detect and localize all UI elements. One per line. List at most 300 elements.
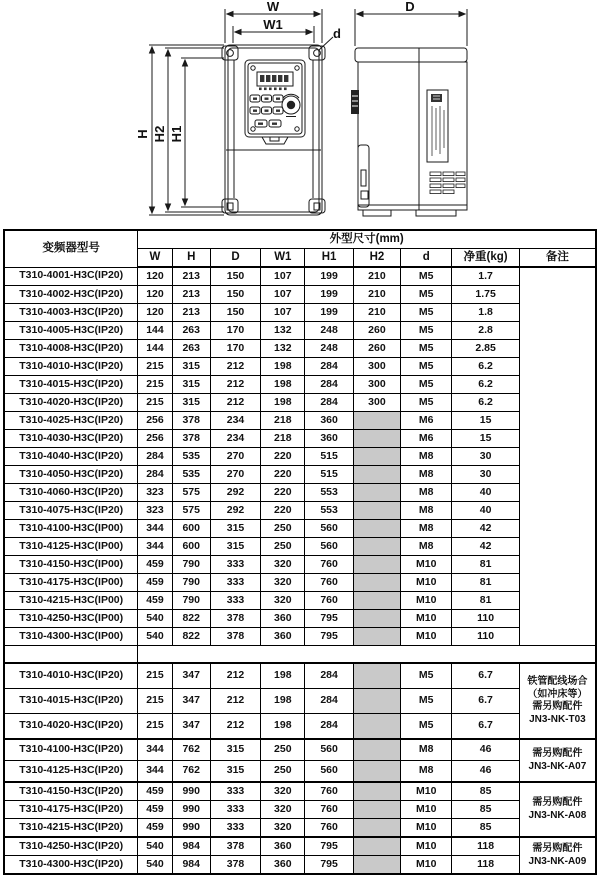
h2-cell <box>353 801 400 819</box>
weight-cell: 1.7 <box>452 267 519 286</box>
h-cell: 575 <box>172 484 210 502</box>
weight-cell: 42 <box>452 538 519 556</box>
table-row <box>4 556 596 574</box>
potentiometer-knob <box>282 94 300 116</box>
screw-cell: M10 <box>401 782 452 801</box>
w-cell: 459 <box>138 592 172 610</box>
h1-cell: 284 <box>305 689 353 714</box>
w-cell: 215 <box>138 376 172 394</box>
dim-label-h2: H2 <box>152 125 167 143</box>
h2-cell <box>353 430 400 448</box>
d-cell: 315 <box>210 739 260 761</box>
w-cell: 459 <box>138 801 172 819</box>
w-cell: 215 <box>138 714 172 740</box>
h2-cell: 300 <box>353 358 400 376</box>
w1-cell: 250 <box>261 538 305 556</box>
d-cell: 234 <box>210 412 260 430</box>
w1-cell: 320 <box>261 592 305 610</box>
d-cell: 150 <box>210 286 260 304</box>
h1-cell: 248 <box>305 322 353 340</box>
h-cell: 378 <box>172 430 210 448</box>
table-row <box>4 520 596 538</box>
screw-cell: M5 <box>401 689 452 714</box>
h2-cell <box>353 412 400 430</box>
h2-cell <box>353 663 400 689</box>
h-cell: 347 <box>172 689 210 714</box>
d-cell: 212 <box>210 663 260 689</box>
model-cell: T310-4025-H3C(IP20) <box>4 412 138 430</box>
h2-cell <box>353 819 400 838</box>
w-cell: 144 <box>138 340 172 358</box>
table-row <box>4 610 596 628</box>
w-cell: 284 <box>138 466 172 484</box>
h2-cell: 300 <box>353 394 400 412</box>
screw-cell: M5 <box>401 286 452 304</box>
model-cell: T310-4250-H3C(IP20) <box>4 837 138 856</box>
model-cell: T310-4010-H3C(IP20) <box>4 358 138 376</box>
weight-cell: 40 <box>452 484 519 502</box>
h1-cell: 553 <box>305 502 353 520</box>
h1-cell: 760 <box>305 819 353 838</box>
d-cell: 315 <box>210 520 260 538</box>
d-cell: 212 <box>210 376 260 394</box>
h-cell: 535 <box>172 448 210 466</box>
model-cell: T310-4075-H3C(IP20) <box>4 502 138 520</box>
h2-cell <box>353 610 400 628</box>
h-cell: 990 <box>172 782 210 801</box>
h-cell: 600 <box>172 538 210 556</box>
h-cell: 347 <box>172 714 210 740</box>
h-cell: 822 <box>172 628 210 646</box>
remark-line: 铁管配线场合 <box>527 676 588 687</box>
d-cell: 333 <box>210 782 260 801</box>
w1-cell: 220 <box>261 502 305 520</box>
w1-cell: 132 <box>261 340 305 358</box>
h-cell: 263 <box>172 322 210 340</box>
h2-cell <box>353 538 400 556</box>
w1-cell: 198 <box>261 376 305 394</box>
h-cell: 790 <box>172 574 210 592</box>
table-row <box>4 801 596 819</box>
table-row <box>4 394 596 412</box>
d-cell: 292 <box>210 502 260 520</box>
weight-cell: 6.2 <box>452 358 519 376</box>
w-cell: 256 <box>138 430 172 448</box>
model-cell: T310-4050-H3C(IP20) <box>4 466 138 484</box>
h1-cell: 560 <box>305 761 353 783</box>
h1-cell: 553 <box>305 484 353 502</box>
h2-cell <box>353 689 400 714</box>
h2-cell <box>353 856 400 875</box>
h1-cell: 284 <box>305 663 353 689</box>
w1-cell: 320 <box>261 782 305 801</box>
weight-cell: 81 <box>452 574 519 592</box>
model-cell: T310-4300-H3C(IP20) <box>4 856 138 875</box>
table-row <box>4 448 596 466</box>
screw-cell: M10 <box>401 628 452 646</box>
w-cell: 344 <box>138 520 172 538</box>
table-row <box>4 267 596 286</box>
model-cell: T310-4015-H3C(IP20) <box>4 689 138 714</box>
table-row <box>4 358 596 376</box>
table-row <box>4 574 596 592</box>
h2-cell <box>353 466 400 484</box>
remark-line: 需另购配件 <box>532 701 583 712</box>
spacer-row <box>4 646 596 664</box>
d-cell: 333 <box>210 592 260 610</box>
header-weight: 净重(kg) <box>452 249 519 268</box>
w1-cell: 218 <box>261 430 305 448</box>
table-row <box>4 819 596 838</box>
weight-cell: 15 <box>452 412 519 430</box>
remark-line: 需另购配件 <box>532 843 583 854</box>
weight-cell: 6.2 <box>452 376 519 394</box>
keypad-buttons <box>250 95 283 127</box>
w-cell: 323 <box>138 484 172 502</box>
h1-cell: 795 <box>305 628 353 646</box>
h-cell: 762 <box>172 739 210 761</box>
d-cell: 212 <box>210 358 260 376</box>
w1-cell: 218 <box>261 412 305 430</box>
h-cell: 347 <box>172 663 210 689</box>
header-h2: H2 <box>353 249 400 268</box>
front-view <box>149 9 333 215</box>
model-cell: T310-4150-H3C(IP00) <box>4 556 138 574</box>
h-cell: 213 <box>172 304 210 322</box>
w1-cell: 198 <box>261 714 305 740</box>
w1-cell: 198 <box>261 663 305 689</box>
h2-cell <box>353 448 400 466</box>
screw-cell: M10 <box>401 819 452 838</box>
h2-cell: 210 <box>353 304 400 322</box>
w-cell: 344 <box>138 538 172 556</box>
d-cell: 150 <box>210 304 260 322</box>
weight-cell: 30 <box>452 448 519 466</box>
screw-cell: M10 <box>401 592 452 610</box>
header-screw: d <box>401 249 452 268</box>
w1-cell: 198 <box>261 394 305 412</box>
h1-cell: 795 <box>305 610 353 628</box>
remark-line: JN3-NK-A09 <box>528 855 587 867</box>
h1-cell: 515 <box>305 448 353 466</box>
h-cell: 575 <box>172 502 210 520</box>
screw-cell: M5 <box>401 340 452 358</box>
d-cell: 315 <box>210 538 260 556</box>
w-cell: 215 <box>138 663 172 689</box>
h2-cell: 300 <box>353 376 400 394</box>
header-w1: W1 <box>261 249 305 268</box>
h1-cell: 795 <box>305 837 353 856</box>
table-row <box>4 502 596 520</box>
w1-cell: 198 <box>261 358 305 376</box>
table-row <box>4 689 596 714</box>
h1-cell: 284 <box>305 358 353 376</box>
h1-cell: 360 <box>305 412 353 430</box>
weight-cell: 40 <box>452 502 519 520</box>
dim-label-w: W <box>266 0 280 14</box>
weight-cell: 110 <box>452 610 519 628</box>
d-cell: 212 <box>210 689 260 714</box>
w1-cell: 132 <box>261 322 305 340</box>
h2-cell <box>353 739 400 761</box>
table-row <box>4 592 596 610</box>
remark-line: 需另购配件 <box>532 797 583 808</box>
model-cell: T310-4250-H3C(IP00) <box>4 610 138 628</box>
model-cell: T310-4008-H3C(IP20) <box>4 340 138 358</box>
remark-cell <box>519 837 596 874</box>
weight-cell: 6.2 <box>452 394 519 412</box>
remark-cell <box>519 663 596 739</box>
w1-cell: 107 <box>261 304 305 322</box>
screw-cell: M10 <box>401 610 452 628</box>
w-cell: 323 <box>138 502 172 520</box>
screw-cell: M5 <box>401 376 452 394</box>
screw-cell: M8 <box>401 484 452 502</box>
vent-slots <box>430 172 465 194</box>
screw-cell: M5 <box>401 304 452 322</box>
w1-cell: 107 <box>261 286 305 304</box>
h2-cell <box>353 628 400 646</box>
w1-cell: 360 <box>261 856 305 875</box>
h1-cell: 560 <box>305 739 353 761</box>
table-row <box>4 628 596 646</box>
h2-cell <box>353 714 400 740</box>
h-cell: 790 <box>172 592 210 610</box>
header-d: D <box>210 249 260 268</box>
h1-cell: 199 <box>305 267 353 286</box>
table-row <box>4 466 596 484</box>
screw-cell: M8 <box>401 739 452 761</box>
w-cell: 540 <box>138 837 172 856</box>
h2-cell: 260 <box>353 322 400 340</box>
keypad-panel <box>245 60 305 137</box>
w1-cell: 360 <box>261 628 305 646</box>
h1-cell: 360 <box>305 430 353 448</box>
w1-cell: 220 <box>261 484 305 502</box>
table-row <box>4 761 596 783</box>
screw-cell: M10 <box>401 801 452 819</box>
w1-cell: 320 <box>261 819 305 838</box>
w1-cell: 107 <box>261 267 305 286</box>
h2-cell <box>353 502 400 520</box>
weight-cell: 2.85 <box>452 340 519 358</box>
table-row <box>4 484 596 502</box>
w-cell: 540 <box>138 610 172 628</box>
w1-cell: 220 <box>261 466 305 484</box>
table-row <box>4 322 596 340</box>
model-cell: T310-4150-H3C(IP20) <box>4 782 138 801</box>
model-cell: T310-4020-H3C(IP20) <box>4 394 138 412</box>
w1-cell: 320 <box>261 801 305 819</box>
h1-cell: 284 <box>305 714 353 740</box>
screw-cell: M10 <box>401 574 452 592</box>
screw-cell: M5 <box>401 322 452 340</box>
h1-cell: 760 <box>305 782 353 801</box>
h1-cell: 760 <box>305 556 353 574</box>
remark-line: 需另购配件 <box>532 748 583 759</box>
w1-cell: 250 <box>261 761 305 783</box>
model-cell: T310-4175-H3C(IP00) <box>4 574 138 592</box>
screw-cell: M6 <box>401 412 452 430</box>
d-cell: 315 <box>210 761 260 783</box>
weight-cell: 2.8 <box>452 322 519 340</box>
table-row <box>4 663 596 689</box>
w1-cell: 250 <box>261 739 305 761</box>
dim-label-h1: H1 <box>169 125 184 143</box>
table-row <box>4 376 596 394</box>
weight-cell: 46 <box>452 739 519 761</box>
d-cell: 333 <box>210 574 260 592</box>
h2-cell: 210 <box>353 267 400 286</box>
w-cell: 344 <box>138 761 172 783</box>
model-cell: T310-4215-H3C(IP20) <box>4 819 138 838</box>
w1-cell: 320 <box>261 556 305 574</box>
d-cell: 333 <box>210 556 260 574</box>
dim-label-depth: D <box>405 0 415 14</box>
h-cell: 990 <box>172 819 210 838</box>
h1-cell: 560 <box>305 538 353 556</box>
weight-cell: 46 <box>452 761 519 783</box>
model-cell: T310-4040-H3C(IP20) <box>4 448 138 466</box>
weight-cell: 85 <box>452 801 519 819</box>
w-cell: 256 <box>138 412 172 430</box>
w1-cell: 360 <box>261 610 305 628</box>
h2-cell <box>353 592 400 610</box>
dim-label-w1: W1 <box>263 17 283 32</box>
d-cell: 333 <box>210 801 260 819</box>
h2-cell: 260 <box>353 340 400 358</box>
model-cell: T310-4100-H3C(IP00) <box>4 520 138 538</box>
h1-cell: 515 <box>305 466 353 484</box>
table-row <box>4 286 596 304</box>
w-cell: 284 <box>138 448 172 466</box>
h2-cell: 210 <box>353 286 400 304</box>
side-view <box>351 9 467 216</box>
h2-cell <box>353 574 400 592</box>
screw-cell: M10 <box>401 856 452 875</box>
remark-cell <box>519 739 596 782</box>
d-cell: 150 <box>210 267 260 286</box>
table-header <box>4 230 596 267</box>
weight-cell: 1.8 <box>452 304 519 322</box>
model-cell: T310-4175-H3C(IP20) <box>4 801 138 819</box>
screw-cell: M10 <box>401 837 452 856</box>
table-row <box>4 430 596 448</box>
screw-cell: M5 <box>401 714 452 740</box>
weight-cell: 118 <box>452 837 519 856</box>
dim-label-d-hole: d <box>333 26 341 41</box>
d-cell: 378 <box>210 837 260 856</box>
d-cell: 212 <box>210 714 260 740</box>
h-cell: 378 <box>172 412 210 430</box>
h-cell: 213 <box>172 267 210 286</box>
header-remarks: 备注 <box>519 249 596 268</box>
weight-cell: 6.7 <box>452 663 519 689</box>
table-body <box>4 267 596 874</box>
w-cell: 459 <box>138 574 172 592</box>
w-cell: 215 <box>138 394 172 412</box>
h1-cell: 560 <box>305 520 353 538</box>
h-cell: 600 <box>172 520 210 538</box>
screw-cell: M5 <box>401 358 452 376</box>
weight-cell: 85 <box>452 819 519 838</box>
screw-cell: M10 <box>401 556 452 574</box>
h2-cell <box>353 520 400 538</box>
w-cell: 215 <box>138 358 172 376</box>
h-cell: 984 <box>172 837 210 856</box>
h1-cell: 284 <box>305 394 353 412</box>
model-cell: T310-4020-H3C(IP20) <box>4 714 138 740</box>
h-cell: 315 <box>172 376 210 394</box>
model-cell: T310-4003-H3C(IP20) <box>4 304 138 322</box>
d-cell: 170 <box>210 340 260 358</box>
model-cell: T310-4125-H3C(IP20) <box>4 761 138 783</box>
d-cell: 170 <box>210 322 260 340</box>
weight-cell: 1.75 <box>452 286 519 304</box>
h-cell: 535 <box>172 466 210 484</box>
h1-cell: 795 <box>305 856 353 875</box>
d-cell: 378 <box>210 610 260 628</box>
d-cell: 270 <box>210 466 260 484</box>
h2-cell <box>353 484 400 502</box>
h1-cell: 199 <box>305 286 353 304</box>
model-cell: T310-4001-H3C(IP20) <box>4 267 138 286</box>
screw-cell: M8 <box>401 466 452 484</box>
header-model: 变频器型号 <box>4 230 138 267</box>
table-row <box>4 412 596 430</box>
dimension-table <box>3 229 597 875</box>
h-cell: 213 <box>172 286 210 304</box>
spacer-model-cell <box>4 646 138 664</box>
d-cell: 292 <box>210 484 260 502</box>
w-cell: 459 <box>138 782 172 801</box>
header-w: W <box>138 249 172 268</box>
h2-cell <box>353 556 400 574</box>
weight-cell: 81 <box>452 556 519 574</box>
weight-cell: 85 <box>452 782 519 801</box>
h-cell: 990 <box>172 801 210 819</box>
h1-cell: 284 <box>305 376 353 394</box>
spacer-cell <box>138 646 596 664</box>
screw-cell: M5 <box>401 663 452 689</box>
w-cell: 459 <box>138 819 172 838</box>
table-row <box>4 538 596 556</box>
w-cell: 459 <box>138 556 172 574</box>
remark-line: JN3-NK-A08 <box>528 809 587 821</box>
h2-cell <box>353 782 400 801</box>
h-cell: 790 <box>172 556 210 574</box>
w1-cell: 250 <box>261 520 305 538</box>
d-cell: 378 <box>210 856 260 875</box>
d-cell: 378 <box>210 628 260 646</box>
d-cell: 333 <box>210 819 260 838</box>
model-cell: T310-4010-H3C(IP20) <box>4 663 138 689</box>
dimension-drawing <box>0 0 600 228</box>
header-dims-group: 外型尺寸(mm) <box>138 230 596 249</box>
h-cell: 315 <box>172 358 210 376</box>
h1-cell: 248 <box>305 340 353 358</box>
dim-label-h: H <box>135 129 150 139</box>
screw-cell: M5 <box>401 394 452 412</box>
weight-cell: 110 <box>452 628 519 646</box>
h-cell: 762 <box>172 761 210 783</box>
remark-line: JN3-NK-T03 <box>529 713 586 725</box>
model-cell: T310-4015-H3C(IP20) <box>4 376 138 394</box>
screw-cell: M8 <box>401 538 452 556</box>
model-cell: T310-4002-H3C(IP20) <box>4 286 138 304</box>
remark-line: JN3-NK-A07 <box>528 760 587 772</box>
h1-cell: 199 <box>305 304 353 322</box>
